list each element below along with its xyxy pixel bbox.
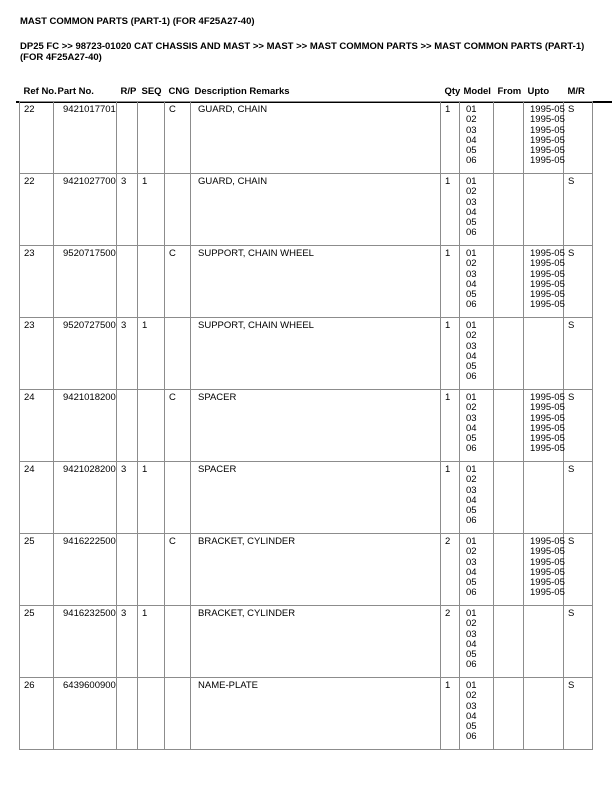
cell-cng: C — [165, 102, 191, 174]
cell-upto — [524, 606, 564, 678]
table-row — [20, 318, 593, 390]
cell-ref_no: 22 — [20, 174, 54, 246]
cell-qty: 1 — [441, 246, 460, 318]
cell-upto: 1995-05 1995-05 1995-05 1995-05 1995-05 1995-05 — [524, 246, 564, 318]
cell-rp — [117, 534, 138, 606]
table-row — [20, 462, 593, 534]
table-header-row — [20, 85, 593, 102]
cell-rp — [117, 246, 138, 318]
cell-upto: 1995-05 1995-05 1995-05 1995-05 1995-05 1995-05 — [524, 102, 564, 174]
cell-model: 01 02 03 04 05 06 — [460, 678, 494, 750]
cell-seq — [138, 390, 165, 462]
cell-qty: 1 — [441, 318, 460, 390]
cell-qty: 2 — [441, 534, 460, 606]
cell-upto — [524, 678, 564, 750]
cell-upto — [524, 174, 564, 246]
cell-upto — [524, 462, 564, 534]
cell-description: SPACER — [191, 462, 441, 534]
cell-ref_no: 25 — [20, 534, 54, 606]
table-row — [20, 606, 593, 678]
cell-from — [494, 462, 524, 534]
table-row — [20, 678, 593, 750]
cell-part_no: 9520717500 — [54, 246, 117, 318]
cell-rp: 3 — [117, 318, 138, 390]
cell-part_no: 9421028200 — [54, 462, 117, 534]
cell-qty: 1 — [441, 678, 460, 750]
cell-description: GUARD, CHAIN — [191, 102, 441, 174]
cell-seq — [138, 534, 165, 606]
cell-ref_no: 22 — [20, 102, 54, 174]
cell-ref_no: 24 — [20, 462, 54, 534]
column-header-from: From — [497, 86, 522, 97]
column-header-upto: Upto — [527, 86, 550, 97]
cell-seq: 1 — [138, 174, 165, 246]
cell-description: BRACKET, CYLINDER — [191, 534, 441, 606]
cell-cng: C — [165, 390, 191, 462]
cell-description: BRACKET, CYLINDER — [191, 606, 441, 678]
cell-from — [494, 174, 524, 246]
column-header-part_no: Part No. — [57, 86, 94, 97]
table-row — [20, 246, 593, 318]
cell-mr: S — [564, 246, 593, 318]
cell-rp — [117, 102, 138, 174]
table-row — [20, 390, 593, 462]
cell-qty: 2 — [441, 606, 460, 678]
cell-rp: 3 — [117, 462, 138, 534]
cell-model: 01 02 03 04 05 06 — [460, 102, 494, 174]
cell-ref_no: 25 — [20, 606, 54, 678]
cell-cng: C — [165, 534, 191, 606]
column-header-qty: Qty — [444, 86, 461, 97]
cell-part_no: 9421027700 — [54, 174, 117, 246]
cell-seq: 1 — [138, 318, 165, 390]
cell-part_no: 9421018200 — [54, 390, 117, 462]
cell-ref_no: 26 — [20, 678, 54, 750]
cell-description: NAME-PLATE — [191, 678, 441, 750]
table-body — [20, 102, 593, 750]
cell-from — [494, 390, 524, 462]
cell-model: 01 02 03 04 05 06 — [460, 318, 494, 390]
column-header-mr: M/R — [567, 86, 585, 97]
table-header — [20, 85, 593, 102]
cell-description: SPACER — [191, 390, 441, 462]
cell-ref_no: 24 — [20, 390, 54, 462]
cell-cng — [165, 678, 191, 750]
cell-rp — [117, 390, 138, 462]
cell-description: SUPPORT, CHAIN WHEEL — [191, 246, 441, 318]
cell-description: GUARD, CHAIN — [191, 174, 441, 246]
cell-from — [494, 678, 524, 750]
cell-part_no: 9421017701 — [54, 102, 117, 174]
cell-mr: S — [564, 534, 593, 606]
cell-cng — [165, 462, 191, 534]
cell-from — [494, 102, 524, 174]
cell-from — [494, 246, 524, 318]
cell-from — [494, 606, 524, 678]
cell-model: 01 02 03 04 05 06 — [460, 390, 494, 462]
breadcrumb: DP25 FC >> 98723-01020 CAT CHASSIS AND MAST >> MAST >> MAST COMMON PARTS >> MAST COMMON PARTS (PART-1) (FOR 4F25A27-40) — [20, 41, 585, 63]
cell-seq — [138, 678, 165, 750]
cell-mr: S — [564, 462, 593, 534]
cell-ref_no: 23 — [20, 318, 54, 390]
column-header-description: Description Remarks — [194, 86, 290, 97]
column-header-cng: CNG — [168, 86, 190, 97]
cell-mr: S — [564, 174, 593, 246]
cell-upto: 1995-05 1995-05 1995-05 1995-05 1995-05 1995-05 — [524, 534, 564, 606]
cell-upto — [524, 318, 564, 390]
cell-upto: 1995-05 1995-05 1995-05 1995-05 1995-05 1995-05 — [524, 390, 564, 462]
cell-model: 01 02 03 04 05 06 — [460, 606, 494, 678]
cell-model: 01 02 03 04 05 06 — [460, 246, 494, 318]
cell-seq — [138, 102, 165, 174]
cell-model: 01 02 03 04 05 06 — [460, 462, 494, 534]
page-title: MAST COMMON PARTS (PART-1) (FOR 4F25A27-40) — [20, 16, 255, 27]
cell-mr: S — [564, 678, 593, 750]
cell-seq: 1 — [138, 462, 165, 534]
cell-ref_no: 23 — [20, 246, 54, 318]
cell-cng — [165, 318, 191, 390]
cell-mr: S — [564, 102, 593, 174]
cell-mr: S — [564, 390, 593, 462]
cell-from — [494, 534, 524, 606]
cell-part_no: 9520727500 — [54, 318, 117, 390]
cell-qty: 1 — [441, 174, 460, 246]
cell-cng — [165, 174, 191, 246]
table-row — [20, 102, 593, 174]
cell-mr: S — [564, 606, 593, 678]
cell-model: 01 02 03 04 05 06 — [460, 534, 494, 606]
cell-rp: 3 — [117, 174, 138, 246]
parts-table — [19, 85, 593, 750]
cell-part_no: 6439600900 — [54, 678, 117, 750]
cell-mr: S — [564, 318, 593, 390]
cell-cng — [165, 606, 191, 678]
column-header-ref_no: Ref No. — [23, 86, 57, 97]
column-header-model: Model — [463, 86, 491, 97]
cell-rp: 3 — [117, 606, 138, 678]
column-header-seq: SEQ — [141, 86, 162, 97]
cell-qty: 1 — [441, 390, 460, 462]
cell-cng: C — [165, 246, 191, 318]
cell-part_no: 9416232500 — [54, 606, 117, 678]
cell-model: 01 02 03 04 05 06 — [460, 174, 494, 246]
cell-part_no: 9416222500 — [54, 534, 117, 606]
cell-rp — [117, 678, 138, 750]
cell-seq — [138, 246, 165, 318]
table-row — [20, 534, 593, 606]
cell-from — [494, 318, 524, 390]
table-row — [20, 174, 593, 246]
column-header-rp: R/P — [120, 86, 137, 97]
cell-qty: 1 — [441, 102, 460, 174]
cell-qty: 1 — [441, 462, 460, 534]
cell-seq: 1 — [138, 606, 165, 678]
cell-description: SUPPORT, CHAIN WHEEL — [191, 318, 441, 390]
